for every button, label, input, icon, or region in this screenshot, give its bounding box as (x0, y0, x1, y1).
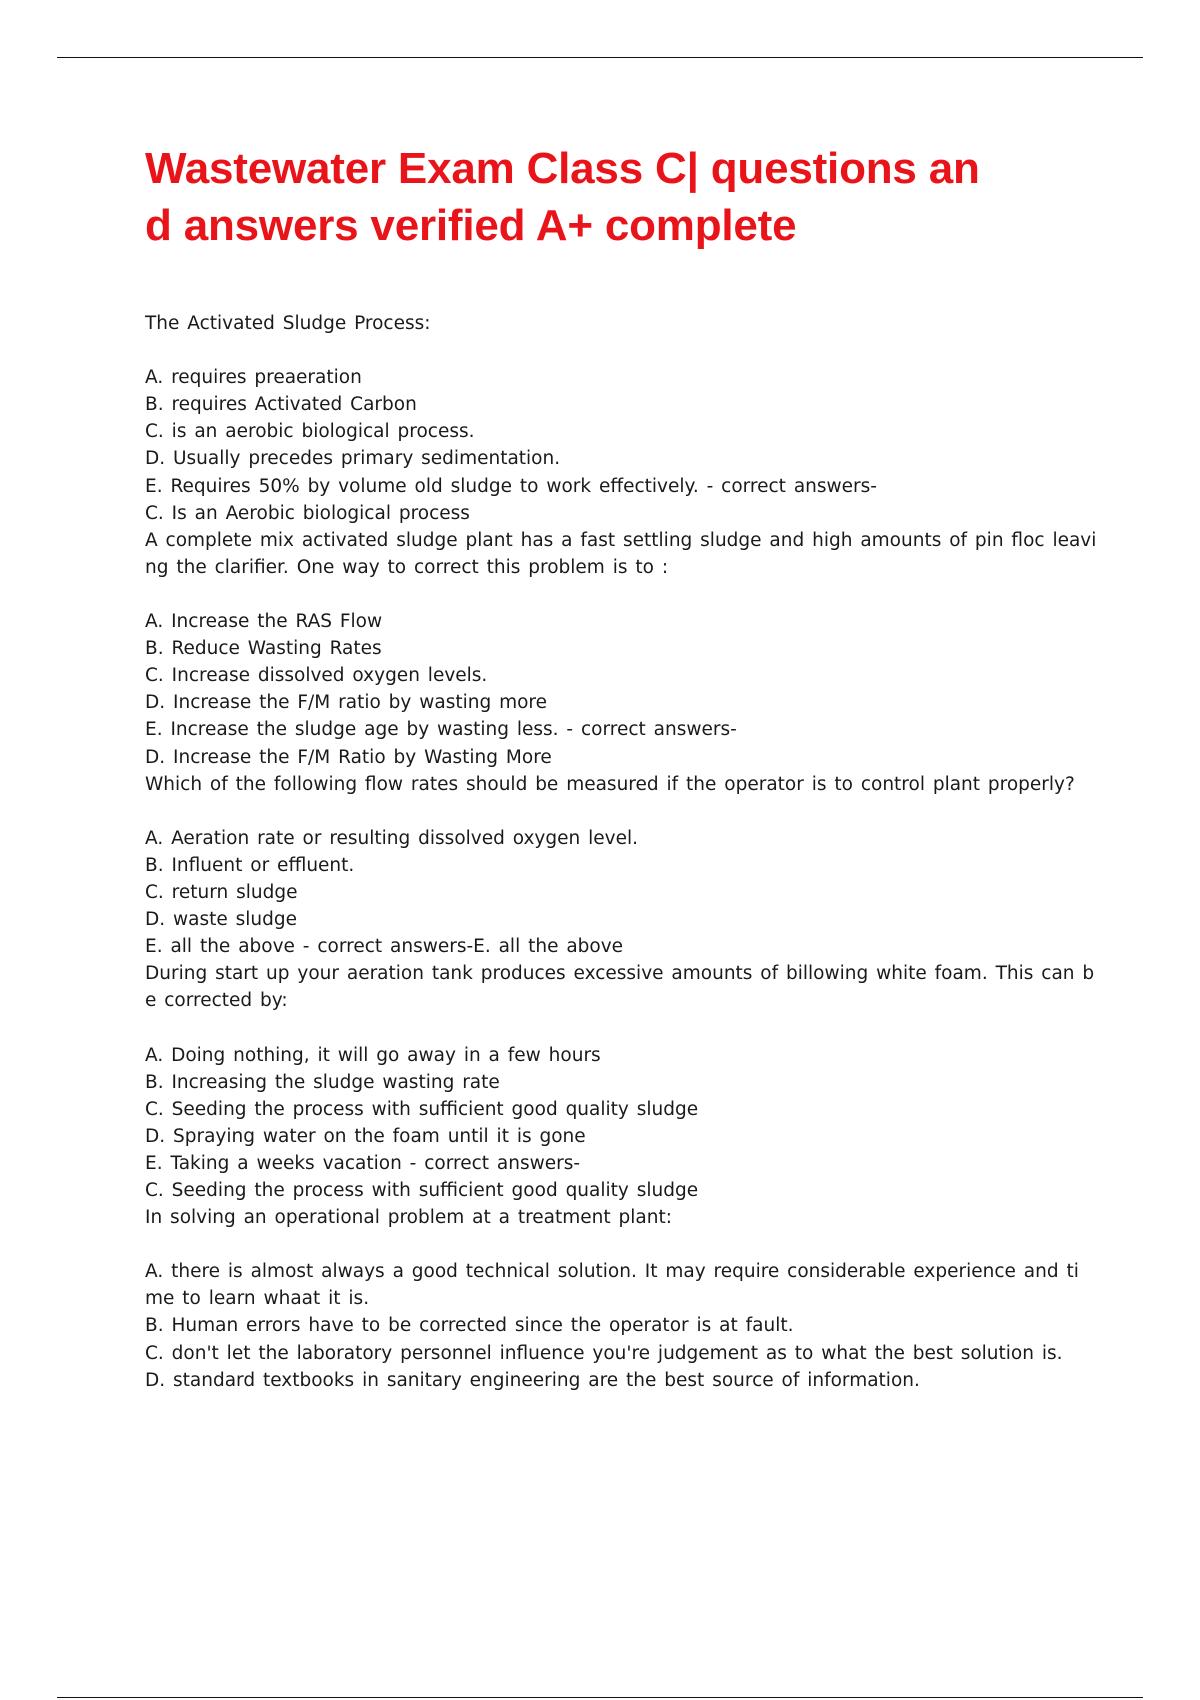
question-2-option-a: A. Increase the RAS Flow (145, 611, 383, 633)
question-3-option-e-answer: E. all the above - correct answers-E. all the above (145, 936, 624, 958)
question-2-text-line-2: ng the clarifier. One way to correct this problem is to : (145, 556, 669, 578)
question-1-answer: C. Is an Aerobic biological process (145, 502, 470, 524)
question-5-option-c: C. don't let the laboratory personnel influence you're judgement as to what the best solution is. (145, 1342, 1063, 1364)
question-3-option-c: C. return sludge (145, 881, 298, 903)
title-line-2: d answers verified A+ complete (145, 201, 797, 250)
spacer (145, 1014, 1090, 1041)
question-4-option-c: C. Seeding the process with sufficient good quality sludge (145, 1098, 699, 1120)
question-4-option-a: A. Doing nothing, it will go away in a few hours (145, 1044, 601, 1066)
question-4-text-line-2: e corrected by: (145, 990, 288, 1012)
question-3-text: Which of the following flow rates should be measured if the operator is to control plant properly? (145, 773, 1075, 795)
question-1-option-e: E. Requires 50% by volume old sludge to work effectively. - correct answers- (145, 475, 877, 497)
question-1-text: The Activated Sludge Process: (145, 313, 431, 334)
question-1-option-d: D. Usually precedes primary sedimentation. (145, 448, 561, 470)
question-3-option-d: D. waste sludge (145, 909, 297, 931)
question-2-text-line-1: A complete mix activated sludge plant has a fast settling sludge and high amounts of pin floc leavi (145, 529, 1097, 551)
bottom-rule (57, 1697, 1143, 1698)
document-body (145, 310, 1097, 1394)
question-3-option-a: A. Aeration rate or resulting dissolved oxygen level. (145, 827, 638, 849)
question-1-option-b: B. requires Activated Carbon (145, 394, 417, 416)
top-rule (57, 57, 1143, 58)
question-4-option-e: E. Taking a weeks vacation - correct answers- (145, 1152, 581, 1174)
spacer (145, 337, 1090, 364)
question-4-text-line-1: During start up your aeration tank produces excessive amounts of billowing white foam. This can b (145, 963, 1095, 985)
question-1-option-c: C. is an aerobic biological process. (145, 421, 475, 443)
question-2-option-d: D. Increase the F/M ratio by wasting more (145, 692, 548, 714)
question-2-option-e: E. Increase the sludge age by wasting less. - correct answers- (145, 719, 737, 741)
question-4-option-b: B. Increasing the sludge wasting rate (145, 1071, 500, 1093)
document-title (145, 140, 1075, 254)
question-3-option-b: B. Influent or effluent. (145, 854, 355, 876)
question-5-option-a-line-2: me to learn whaat it is. (145, 1288, 370, 1310)
question-2-option-b: B. Reduce Wasting Rates (145, 638, 382, 660)
spacer (145, 1231, 1090, 1258)
question-2-answer: D. Increase the F/M Ratio by Wasting More (145, 746, 552, 768)
document-page (145, 140, 1097, 1391)
question-5-option-d: D. standard textbooks in sanitary engineering are the best source of information. (145, 1369, 920, 1391)
question-1-option-a: A. requires preaeration (145, 367, 362, 389)
question-5-option-b: B. Human errors have to be corrected since the operator is at fault. (145, 1315, 794, 1337)
spacer (145, 581, 1090, 608)
question-4-option-d: D. Spraying water on the foam until it is gone (145, 1125, 586, 1147)
question-4-answer: C. Seeding the process with sufficient good quality sludge (145, 1180, 699, 1201)
question-5-option-a-line-1: A. there is almost always a good technical solution. It may require considerable experience and ti (145, 1261, 1079, 1283)
title-line-1: Wastewater Exam Class C| questions an (145, 144, 980, 193)
spacer (145, 798, 1090, 825)
question-5-text: In solving an operational problem at a treatment plant: (145, 1207, 672, 1229)
question-2-option-c: C. Increase dissolved oxygen levels. (145, 665, 488, 687)
